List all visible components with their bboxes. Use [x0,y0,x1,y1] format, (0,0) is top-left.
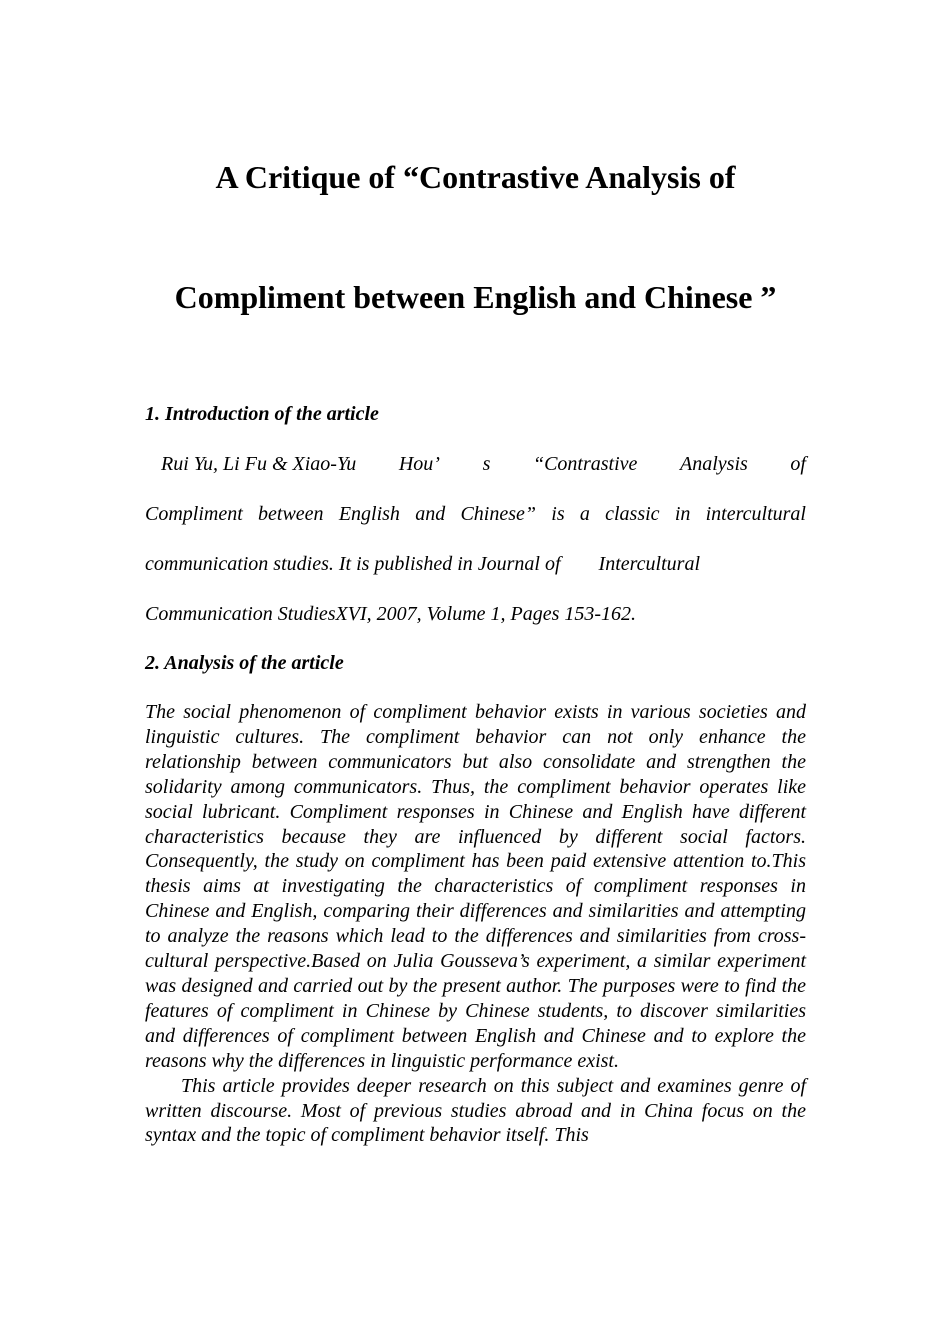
intro-line-3 [145,551,806,577]
intro-word: Rui Yu, Li Fu & Xiao-Yu [161,453,357,475]
section-heading-introduction: 1. Introduction of the article [145,403,379,425]
intro-text: Intercultural [598,553,700,575]
intro-word: of [790,453,806,475]
document-title-line-2: Compliment between English and Chinese ” [174,279,777,315]
section-heading-analysis: 2. Analysis of the article [145,652,344,674]
intro-word: “Contrastive [532,453,638,475]
analysis-body [145,700,806,1148]
intro-text: communication studies. It is published in Journal of [145,553,561,575]
document-title-line-1: A Critique of “Contrastive Analysis of [215,159,736,195]
analysis-paragraph-2: This article provides deeper research on this subject and examines genre of written discourse. Most of previous studies abroad and in China focus on the syntax and the topic of compliment behavior itself. This [145,1074,806,1147]
intro-word: s [482,453,491,475]
intro-word: Hou’ [398,453,440,475]
analysis-paragraph-1: The social phenomenon of compliment behavior exists in various societies and linguistic cultures. The compliment behavior can not only enhance the relationship between communicators but also consolidate and strengthen the solidarity among communicators. Thus, the compliment behavior operates like social lubricant. Compliment responses in Chinese and English have different characteristics because they are influenced by different social factors. Consequently, the study on compliment has been paid extensive attention to.This thesis aims at investigating the characteristics of compliment responses in Chinese and English, comparing their differences and similarities and attempting to analyze the reasons which lead to the differences and similarities from cross-cultural perspective.Based on Julia Gousseva’s experiment, a similar experiment was designed and carried out by the present author. The purposes were to find the features of compliment in Chinese by Chinese students, to discover similarities and differences of compliment between English and Chinese and to explore the reasons why the differences in linguistic performance exist. [145,701,806,1072]
intro-line-4: Communication StudiesXVI, 2007, Volume 1, Pages 153-162. [145,603,637,625]
intro-line-2: Compliment between English and Chinese” is a classic in intercultural [145,503,806,525]
document-page [145,0,806,1344]
intro-line-1 [145,451,806,477]
intro-word: Analysis [680,453,748,475]
